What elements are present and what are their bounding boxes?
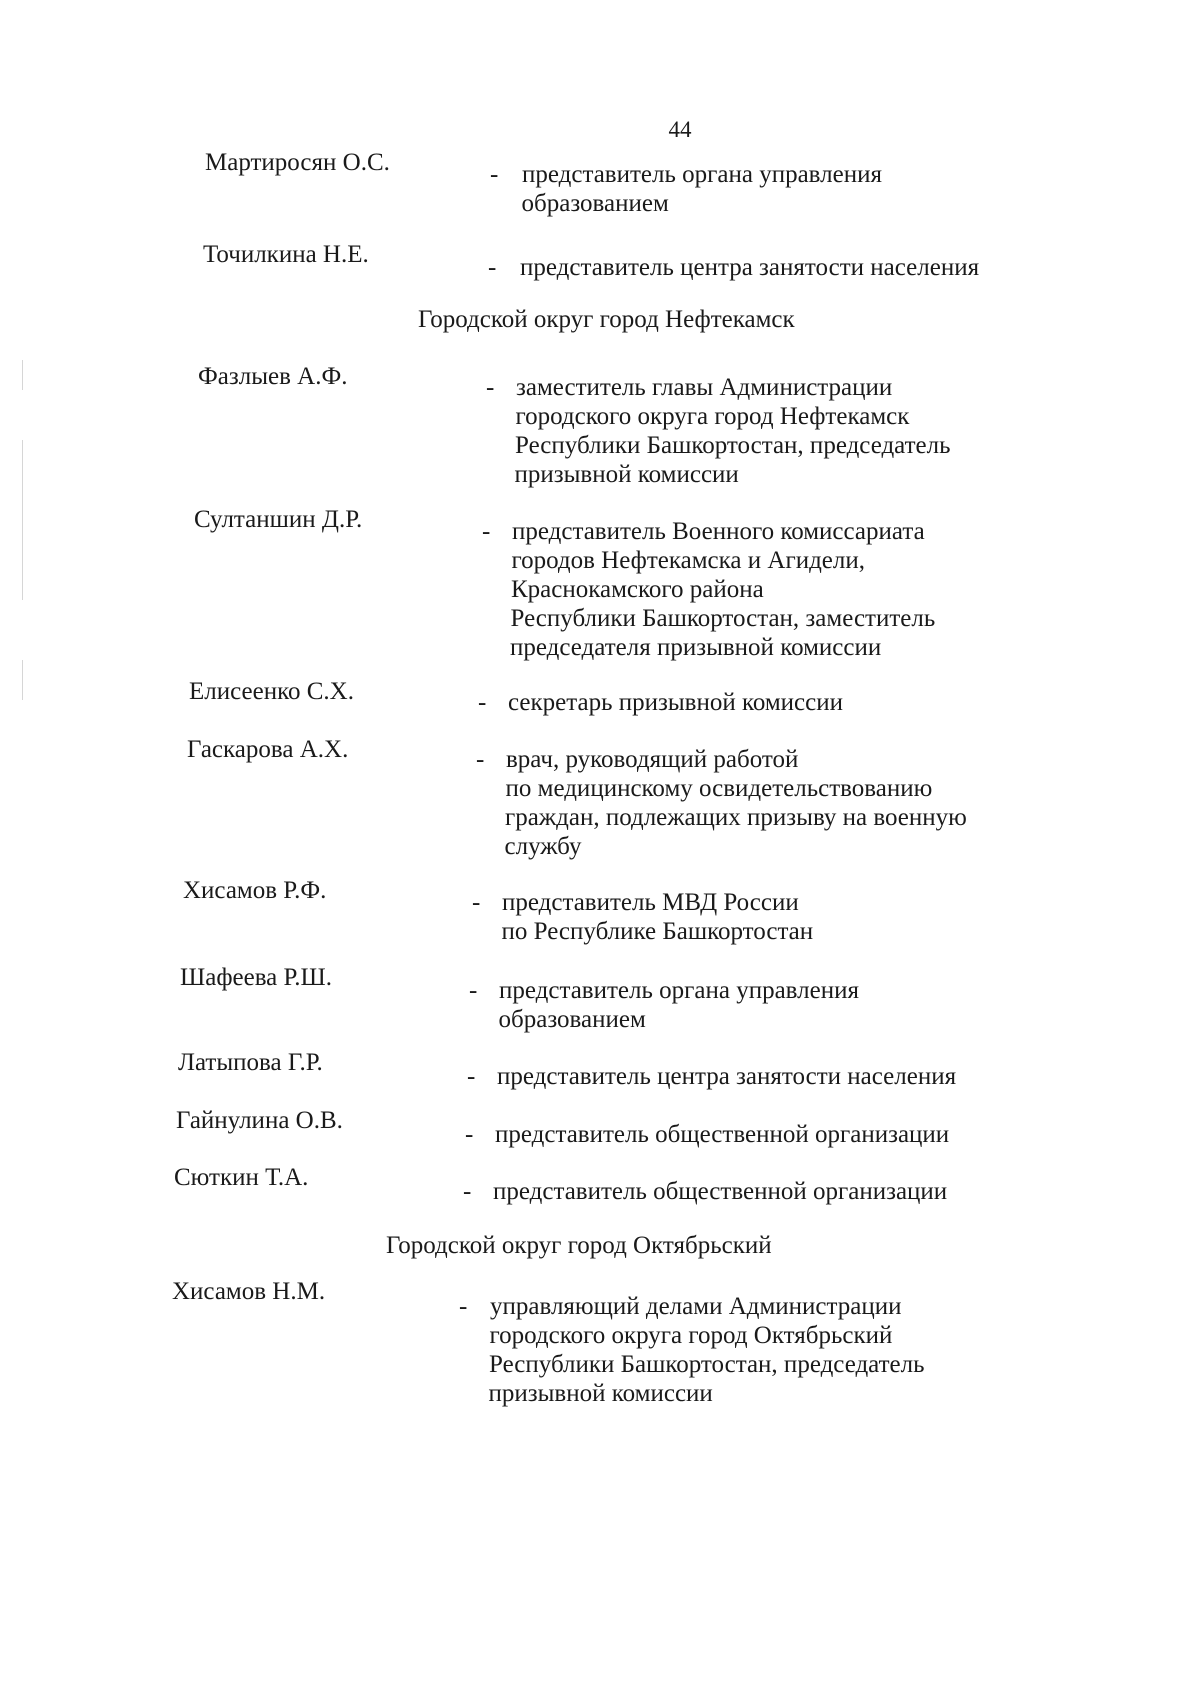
member-name: Шафеева Р.Ш. [180, 964, 333, 991]
member-role-line: службу [504, 833, 582, 860]
member-role-line: врач, руководящий работой [506, 746, 799, 773]
member-name: Фазлыев А.Ф. [198, 363, 348, 390]
dash-separator: - [459, 1293, 468, 1320]
member-role-line: городов Нефтекамска и Агидели, [511, 547, 865, 574]
member-name: Султаншин Д.Р. [194, 506, 363, 533]
member-name: Елисеенко С.Х. [189, 678, 354, 705]
scan-edge-mark [22, 360, 23, 390]
member-role-line: представитель общественной организации [493, 1178, 948, 1205]
section-heading: Городской округ город Октябрьский [386, 1232, 772, 1259]
section-heading: Городской округ город Нефтекамск [418, 306, 795, 333]
member-role-line: представитель МВД России [502, 889, 799, 916]
dash-separator: - [472, 889, 481, 916]
member-role-line: городского округа город Нефтекамск [515, 403, 910, 430]
member-role-line: Республики Башкортостан, заместитель [510, 605, 936, 632]
dash-separator: - [488, 254, 497, 281]
member-name: Латыпова Г.Р. [178, 1049, 323, 1076]
dash-separator: - [467, 1063, 476, 1090]
member-name: Хисамов Р.Ф. [183, 877, 327, 904]
member-name: Сюткин Т.А. [174, 1164, 309, 1191]
member-role-line: представитель органа управления [499, 977, 859, 1004]
member-role-line: представитель центра занятости населения [520, 254, 980, 281]
member-role-line: призывной комиссии [514, 461, 739, 488]
member-role-line: председателя призывной комиссии [510, 634, 882, 661]
member-role-line: городского округа город Октябрьский [489, 1322, 893, 1349]
member-role-line: представитель Военного комиссариата [512, 518, 925, 545]
member-role-line: заместитель главы Администрации [516, 374, 893, 401]
member-role-line: по Республике Башкортостан [501, 918, 814, 945]
dash-separator: - [486, 374, 495, 401]
member-role-line: представитель общественной организации [495, 1121, 950, 1148]
member-role-line: образованием [521, 190, 669, 217]
member-name: Мартиросян О.С. [205, 149, 390, 176]
member-role-line: управляющий делами Администрации [490, 1293, 902, 1320]
member-role-line: секретарь призывной комиссии [508, 689, 844, 716]
dash-separator: - [469, 977, 478, 1004]
member-name: Гайнулина О.В. [176, 1107, 343, 1134]
member-role-line: представитель центра занятости населения [497, 1063, 957, 1090]
scan-edge-mark [22, 660, 23, 700]
dash-separator: - [490, 161, 499, 188]
member-role-line: образованием [498, 1006, 646, 1033]
member-role-line: Краснокамского района [511, 576, 764, 603]
scan-edge-mark [22, 440, 23, 600]
member-role-line: призывной комиссии [488, 1380, 713, 1407]
dash-separator: - [465, 1121, 474, 1148]
member-name: Гаскарова А.Х. [187, 736, 349, 763]
dash-separator: - [482, 518, 491, 545]
member-role-line: Республики Башкортостан, председатель [489, 1351, 925, 1378]
dash-separator: - [478, 689, 487, 716]
member-role-line: по медицинскому освидетельствованию [505, 775, 933, 802]
dash-separator: - [476, 746, 485, 773]
page-number: 44 [668, 117, 692, 142]
member-name: Хисамов Н.М. [172, 1278, 326, 1305]
dash-separator: - [463, 1178, 472, 1205]
member-role-line: граждан, подлежащих призыву на военную [505, 804, 967, 831]
member-role-line: Республики Башкортостан, председатель [515, 432, 951, 459]
member-name: Точилкина Н.Е. [203, 241, 369, 268]
member-role-line: представитель органа управления [522, 161, 882, 188]
